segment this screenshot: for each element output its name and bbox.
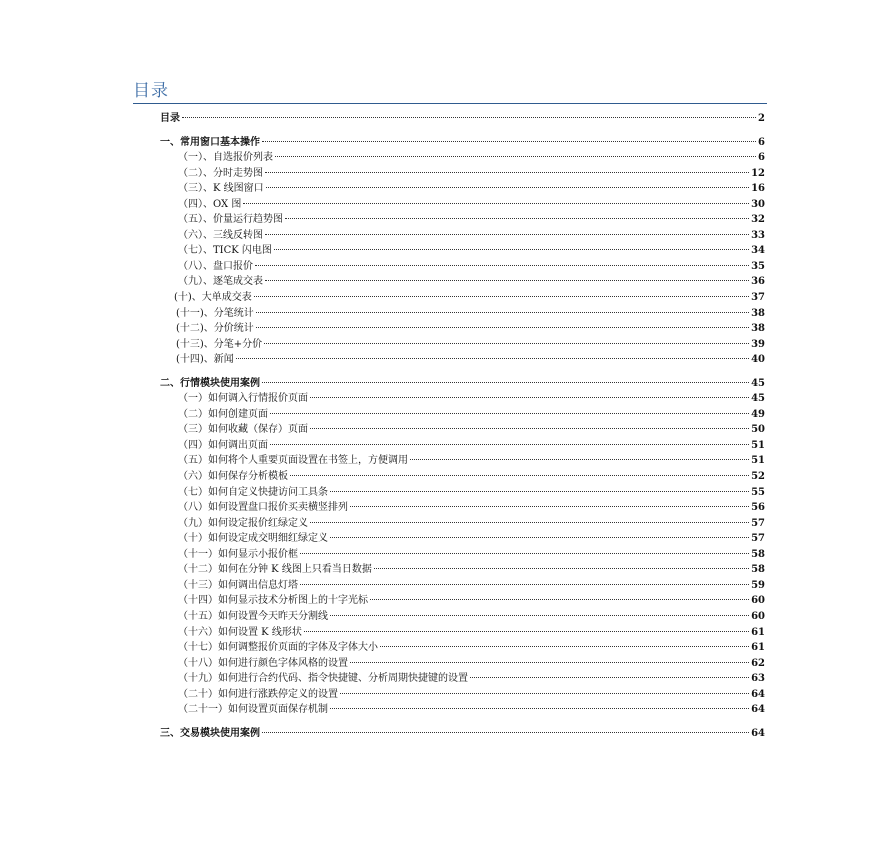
toc-entry-label: （三）如何收藏（保存）页面 <box>178 424 308 436</box>
toc-entry[interactable] <box>160 702 765 718</box>
toc-entry-label: （九）、逐笔成交表 <box>178 276 263 288</box>
toc-entry-page-number: 58 <box>751 548 765 560</box>
dot-leader <box>350 506 749 507</box>
toc-entry[interactable] <box>160 485 765 501</box>
toc-section-entry[interactable] <box>160 135 765 151</box>
toc-entry[interactable] <box>160 687 765 703</box>
toc-section-entry[interactable] <box>160 111 765 127</box>
dot-leader <box>274 249 749 250</box>
toc-entry-page-number: 64 <box>751 688 765 700</box>
dot-leader <box>236 358 749 359</box>
toc-entry-label: 三、交易模块使用案例 <box>160 727 260 739</box>
toc-entry-page-number: 35 <box>751 260 765 272</box>
toc-entry-page-number: 60 <box>751 610 765 622</box>
toc-entry-label: （十二）如何在分钟 K 线图上只看当日数据 <box>178 564 372 576</box>
toc-entry[interactable] <box>160 166 765 182</box>
toc-entry-page-number: 38 <box>751 323 765 335</box>
toc-entry[interactable] <box>160 306 765 322</box>
heading-divider <box>133 103 767 104</box>
dot-leader <box>310 397 749 398</box>
toc-entry-label: （九）如何设定报价红绿定义 <box>178 517 308 529</box>
toc-entry[interactable] <box>160 656 765 672</box>
dot-leader <box>310 522 749 523</box>
toc-entry-page-number: 56 <box>751 502 765 514</box>
toc-entry-label: 一、常用窗口基本操作 <box>160 136 260 148</box>
toc-entry-label: (十一)、分笔统计 <box>176 307 254 319</box>
toc-entry[interactable] <box>160 181 765 197</box>
toc-entry-label: (十二)、分价统计 <box>176 323 254 335</box>
toc-entry[interactable] <box>160 500 765 516</box>
dot-leader <box>330 615 749 616</box>
dot-leader <box>254 296 749 297</box>
dot-leader <box>270 413 749 414</box>
toc-entry[interactable] <box>160 197 765 213</box>
toc-entry-label: （八）如何设置盘口报价买卖横竖排列 <box>178 502 348 514</box>
toc-entry-page-number: 38 <box>751 307 765 319</box>
toc-entry[interactable] <box>160 625 765 641</box>
toc-entry-page-number: 60 <box>751 595 765 607</box>
toc-entry-label: （十）如何设定成交明细红绿定义 <box>178 533 328 545</box>
dot-leader <box>470 677 749 678</box>
toc-section-entry[interactable] <box>160 376 765 392</box>
toc-entry[interactable] <box>160 228 765 244</box>
toc-entry-page-number: 52 <box>751 471 765 483</box>
dot-leader <box>350 662 749 663</box>
toc-entry-page-number: 62 <box>751 657 765 669</box>
table-of-contents <box>160 111 765 741</box>
dot-leader <box>300 553 749 554</box>
toc-entry-label: （十六）如何设置 K 线形状 <box>178 626 302 638</box>
toc-entry-label: （十四）如何显示技术分析图上的十字光标 <box>178 595 368 607</box>
toc-entry-page-number: 64 <box>751 704 765 716</box>
toc-entry[interactable] <box>160 259 765 275</box>
toc-entry-page-number: 63 <box>751 673 765 685</box>
toc-entry-label: （四）如何调出页面 <box>178 439 268 451</box>
dot-leader <box>243 203 749 204</box>
toc-entry[interactable] <box>160 290 765 306</box>
toc-entry-page-number: 33 <box>751 229 765 241</box>
toc-entry-label: （一）如何调入行情报价页面 <box>178 393 308 405</box>
toc-entry-page-number: 40 <box>751 354 765 366</box>
toc-entry[interactable] <box>160 671 765 687</box>
toc-entry-page-number: 12 <box>751 167 765 179</box>
dot-leader <box>380 646 749 647</box>
toc-entry[interactable] <box>160 640 765 656</box>
toc-entry[interactable] <box>160 391 765 407</box>
toc-entry-page-number: 64 <box>751 727 765 739</box>
dot-leader <box>264 343 749 344</box>
dot-leader <box>310 428 749 429</box>
toc-entry-page-number: 37 <box>751 292 765 304</box>
toc-entry-label: （一）、自选报价列表 <box>178 152 273 164</box>
toc-entry[interactable] <box>160 274 765 290</box>
toc-entry-label: （二）如何创建页面 <box>178 408 268 420</box>
toc-entry[interactable] <box>160 337 765 353</box>
toc-entry-page-number: 6 <box>758 152 765 164</box>
toc-entry[interactable] <box>160 609 765 625</box>
dot-leader <box>410 459 749 460</box>
dot-leader <box>262 382 749 383</box>
toc-entry[interactable] <box>160 438 765 454</box>
dot-leader <box>256 327 749 328</box>
dot-leader <box>275 156 756 157</box>
dot-leader <box>330 708 749 709</box>
toc-entry-page-number: 57 <box>751 517 765 529</box>
dot-leader <box>265 280 749 281</box>
toc-entry[interactable] <box>160 562 765 578</box>
toc-entry-page-number: 39 <box>751 338 765 350</box>
toc-entry[interactable] <box>160 469 765 485</box>
dot-leader <box>285 218 749 219</box>
toc-entry[interactable] <box>160 422 765 438</box>
dot-leader <box>330 491 749 492</box>
toc-entry-page-number: 55 <box>751 486 765 498</box>
toc-entry-page-number: 34 <box>751 245 765 257</box>
toc-entry-label: （七）如何自定义快捷访问工具条 <box>178 486 328 498</box>
dot-leader <box>262 141 756 142</box>
dot-leader <box>262 732 749 733</box>
dot-leader <box>266 187 749 188</box>
toc-entry-page-number: 49 <box>751 408 765 420</box>
toc-entry-page-number: 61 <box>751 642 765 654</box>
toc-entry-page-number: 59 <box>751 579 765 591</box>
toc-entry-label: （十九）如何进行合约代码、指令快捷键、分析周期快捷键的设置 <box>178 673 468 685</box>
toc-entry[interactable] <box>160 578 765 594</box>
toc-entry-page-number: 36 <box>751 276 765 288</box>
toc-entry-label: 目录 <box>160 113 180 124</box>
dot-leader <box>256 312 749 313</box>
dot-leader <box>290 475 749 476</box>
toc-entry[interactable] <box>160 321 765 337</box>
toc-entry-page-number: 51 <box>751 455 765 467</box>
dot-leader <box>374 568 749 569</box>
dot-leader <box>304 631 749 632</box>
toc-entry-label: （七）、TICK 闪电图 <box>178 245 272 257</box>
toc-entry-page-number: 16 <box>751 183 765 195</box>
dot-leader <box>255 265 749 266</box>
toc-entry-label: （四）、OX 图 <box>178 198 242 210</box>
toc-entry-label: （五）如何将个人重要页面设置在书签上，方便调用 <box>178 455 408 467</box>
dot-leader <box>265 172 749 173</box>
toc-entry-page-number: 30 <box>751 198 765 210</box>
toc-entry-label: （十五）如何设置今天昨天分割线 <box>178 610 328 622</box>
toc-entry-page-number: 2 <box>758 113 765 124</box>
dot-leader <box>182 117 756 118</box>
toc-entry[interactable] <box>160 150 765 166</box>
dot-leader <box>370 599 749 600</box>
toc-entry-page-number: 51 <box>751 439 765 451</box>
toc-entry-label: （十八）如何进行颜色字体风格的设置 <box>178 657 348 669</box>
toc-entry-label: (十)、大单成交表 <box>174 292 252 304</box>
toc-entry[interactable] <box>160 407 765 423</box>
toc-entry-label: （六）、三线反转图 <box>178 229 263 241</box>
toc-entry-label: （十七）如何调整报价页面的字体及字体大小 <box>178 642 378 654</box>
toc-entry[interactable] <box>160 352 765 368</box>
toc-entry-page-number: 6 <box>758 136 765 148</box>
toc-entry-page-number: 50 <box>751 424 765 436</box>
toc-entry-page-number: 57 <box>751 533 765 545</box>
toc-entry-page-number: 45 <box>751 377 765 389</box>
toc-entry[interactable] <box>160 531 765 547</box>
toc-entry-label: （八）、盘口报价 <box>178 260 253 272</box>
page-title: 目录 <box>133 81 169 101</box>
toc-entry[interactable] <box>160 212 765 228</box>
toc-entry-label: （三）、K 线图窗口 <box>178 183 264 195</box>
toc-entry-label: （二）、分时走势图 <box>178 167 263 179</box>
toc-entry-label: （二十）如何进行涨跌停定义的设置 <box>178 688 338 700</box>
toc-entry-label: （五）、价量运行趋势图 <box>178 214 283 226</box>
dot-leader <box>330 537 749 538</box>
toc-entry-label: (十四)、新闻 <box>176 354 234 366</box>
toc-entry-page-number: 32 <box>751 214 765 226</box>
toc-entry-page-number: 61 <box>751 626 765 638</box>
dot-leader <box>270 444 749 445</box>
toc-entry[interactable] <box>160 593 765 609</box>
toc-entry-label: 二、行情模块使用案例 <box>160 377 260 389</box>
toc-section-entry[interactable] <box>160 726 765 742</box>
toc-entry-label: （十一）如何显示小报价框 <box>178 548 298 560</box>
toc-entry-page-number: 58 <box>751 564 765 576</box>
toc-entry[interactable] <box>160 453 765 469</box>
dot-leader <box>340 693 749 694</box>
toc-entry-label: （二十一）如何设置页面保存机制 <box>178 704 328 716</box>
dot-leader <box>265 234 749 235</box>
toc-entry-page-number: 45 <box>751 393 765 405</box>
toc-entry-label: （十三）如何调出信息灯塔 <box>178 579 298 591</box>
dot-leader <box>300 584 749 585</box>
toc-entry-label: （六）如何保存分析模板 <box>178 471 288 483</box>
toc-entry-label: (十三)、分笔+分价 <box>176 338 263 350</box>
toc-entry[interactable] <box>160 547 765 563</box>
toc-entry[interactable] <box>160 243 765 259</box>
toc-entry[interactable] <box>160 516 765 532</box>
